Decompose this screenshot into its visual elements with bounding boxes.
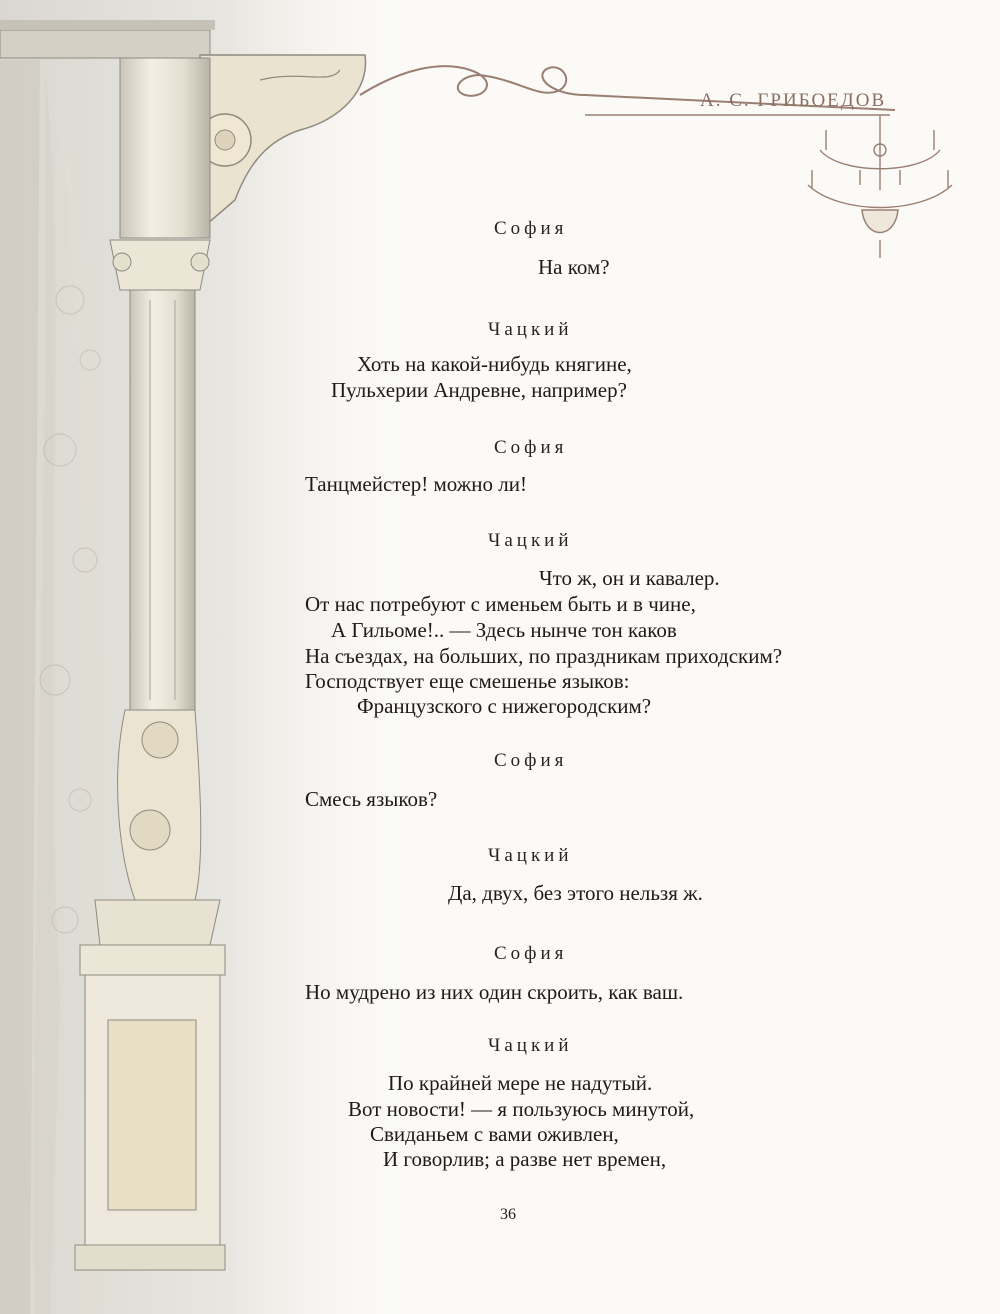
speaker-name: Чацкий [488,530,573,551]
page-number: 36 [500,1206,516,1223]
verse-line: На съездах, на больших, по праздникам приходским? [305,644,783,668]
verse-line: Пульхерии Андревне, например? [331,378,627,402]
verse-line: Свиданьем с вами оживлен, [370,1122,619,1146]
speaker-name: София [494,218,568,239]
verse-line: Что ж, он и кавалер. [539,566,720,590]
verse-line: Танцмейстер! можно ли! [305,472,527,496]
verse-line: На ком? [538,255,610,279]
verse-line: Но мудрено из них один скроить, как ваш. [305,980,684,1004]
verse-line: И говорлив; а разве нет времен, [383,1147,667,1171]
verse-line: Французского с нижегородским? [357,694,652,718]
speaker-name: София [494,750,568,771]
running-header-author: А. С. ГРИБОЕДОВ [700,90,887,111]
speaker-name: Чацкий [488,845,573,866]
verse-line: По крайней мере не надутый. [388,1071,653,1095]
verse-line: Да, двух, без этого нельзя ж. [448,881,703,905]
chandelier-ornament [808,115,952,258]
verse-line: От нас потребуют с именьем быть и в чине, [305,592,696,616]
verse-line: Господствует еще смешенье языков: [305,669,630,693]
speaker-name: Чацкий [488,319,573,340]
speaker-name: Чацкий [488,1035,573,1056]
verse-line: Вот новости! — я пользуюсь минутой, [348,1097,695,1121]
speaker-name: София [494,437,568,458]
verse-line: Смесь языков? [305,787,438,811]
speaker-name: София [494,943,568,964]
verse-line: Хоть на какой-нибудь княгине, [357,352,632,376]
verse-line: А Гильоме!.. — Здесь нынче тон каков [331,618,677,642]
